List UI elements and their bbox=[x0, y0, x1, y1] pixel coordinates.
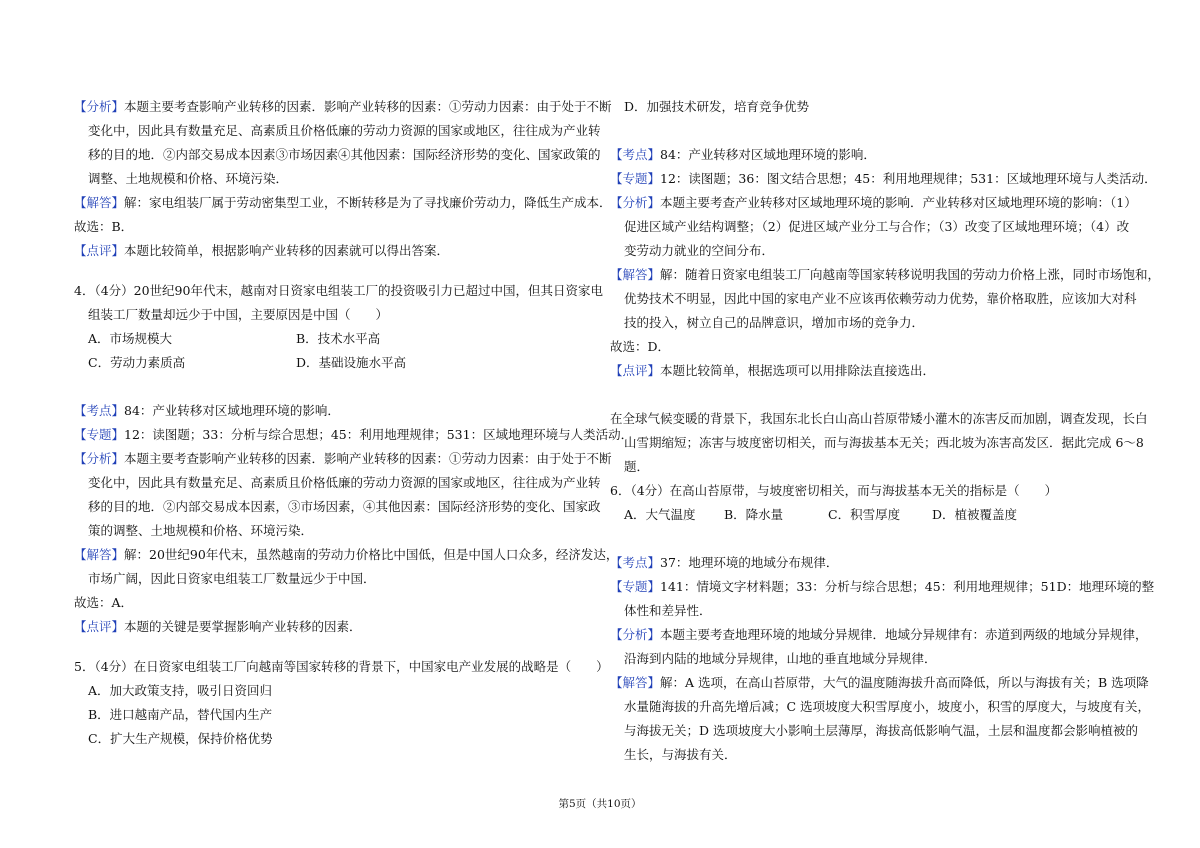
comment-tag: 【点评】 bbox=[610, 363, 661, 378]
question-5-stem: 5．（4分）在日资家电组装工厂向越南等国家转移的背景下，中国家电产业发展的战略是（ ） bbox=[74, 659, 609, 674]
question-4-stem: 组装工厂数量却远少于中国，主要原因是中国（ ） bbox=[88, 307, 389, 322]
analysis-tag: 【分析】 bbox=[74, 451, 125, 466]
answer-line: 技的投入，树立自己的品牌意识，增加市场的竞争力． bbox=[624, 315, 925, 330]
answer-line: 【解答】解：随着日资家电组装工厂向越南等国家转移说明我国的劳动力价格上涨，同时市场饱和， bbox=[610, 267, 1161, 282]
answer-tag: 【解答】 bbox=[74, 195, 125, 210]
topic-line: 【专题】12：读图题；36：图文结合思想；45：利用地理规律；531：区域地理环境与人类活动． bbox=[610, 171, 1157, 186]
right-column bbox=[610, 95, 1161, 767]
answer-line: 【解答】解：20世纪90年代末，虽然越南的劳动力价格比中国低，但是中国人口众多，经济发达， bbox=[74, 547, 619, 562]
question-6-stem: 6．（4分）在高山苔原带，与坡度密切相关，而与海拔基本无关的指标是（ ） bbox=[610, 483, 1058, 498]
question-4-stem: 4．（4分）20世纪90年代末，越南对日资家电组装工厂的投资吸引力已超过中国，但其日资家电 bbox=[74, 283, 603, 298]
choice-line: 故选：B． bbox=[74, 219, 134, 234]
point-tag: 【考点】 bbox=[74, 403, 125, 418]
comment-tag: 【点评】 bbox=[74, 619, 125, 634]
analysis-line: 【分析】本题主要考查地理环境的地域分异规律．地域分异规律有：赤道到两级的地域分异规律， bbox=[610, 627, 1148, 642]
analysis-line: 策的调整、土地规模和价格、环境污染． bbox=[88, 523, 314, 538]
point-line: 【考点】84：产业转移对区域地理环境的影响． bbox=[74, 403, 340, 418]
analysis-tag: 【分析】 bbox=[610, 195, 661, 210]
comment-line: 【点评】本题比较简单，根据影响产业转移的因素就可以得出答案． bbox=[74, 243, 450, 258]
answer-line: 水量随海拔的升高先增后减；C 选项坡度大积雪厚度小，坡度小，积雪的厚度大，与坡度有关， bbox=[624, 699, 1151, 714]
answer-tag: 【解答】 bbox=[610, 675, 661, 690]
topic-line: 【专题】141：情境文字材料题；33：分析与综合思想；45：利用地理规律；51D：地理环境的整 bbox=[610, 579, 1155, 594]
answer-line: 与海拔无关；D 选项坡度大小影响土层薄厚，海拔高低影响气温，土层和温度都会影响植被的 bbox=[624, 723, 1138, 738]
option-a: A．大气温度 bbox=[624, 507, 696, 522]
point-line: 【考点】37：地理环境的地域分布规律． bbox=[610, 555, 839, 570]
option-a: A．加大政策支持，吸引日资回归 bbox=[88, 683, 273, 698]
comment-tag: 【点评】 bbox=[74, 243, 125, 258]
analysis-line: 调整、土地规模和价格、环境污染． bbox=[88, 171, 289, 186]
analysis-line: 促进区域产业结构调整；（2）促进区域产业分工与合作；（3）改变了区域地理环境；（4）改 bbox=[624, 219, 1130, 234]
page-footer: 第5页（共10页） bbox=[558, 798, 642, 810]
option-b: B．进口越南产品，替代国内生产 bbox=[88, 707, 273, 722]
point-tag: 【考点】 bbox=[610, 555, 661, 570]
question-4-options bbox=[74, 327, 594, 351]
answer-line: 生长，与海拔有关． bbox=[624, 747, 737, 762]
option-c: C．扩大生产规模，保持价格优势 bbox=[88, 731, 273, 746]
topic-line: 体性和差异性． bbox=[624, 603, 712, 618]
answer-line: 【解答】解：A 选项，在高山苔原带，大气的温度随海拔升高而降低，所以与海拔有关；B 选项降 bbox=[610, 675, 1149, 690]
comment-line: 【点评】本题的关键是要掌握影响产业转移的因素． bbox=[74, 619, 362, 634]
analysis-tag: 【分析】 bbox=[610, 627, 661, 642]
question-4-options bbox=[74, 351, 594, 375]
option-b: B．降水量 bbox=[724, 507, 784, 522]
answer-tag: 【解答】 bbox=[610, 267, 661, 282]
passage-line: 山雪期缩短；冻害与坡度密切相关，而与海拔基本无关；西北坡为冻害高发区．据此完成 6～8 bbox=[624, 435, 1144, 450]
choice-line: 故选：D． bbox=[610, 339, 671, 354]
passage-line: 在全球气候变暖的背景下，我国东北长白山高山苔原带矮小灌木的冻害反而加剧，调查发现，长白 bbox=[610, 411, 1148, 426]
option-c: C．劳动力素质高 bbox=[88, 355, 186, 370]
analysis-line: 【分析】本题主要考查产业转移对区域地理环境的影响．产业转移对区域地理环境的影响：（1） bbox=[610, 195, 1137, 210]
answer-tag: 【解答】 bbox=[74, 547, 125, 562]
answer-line: 优势技术不明显，因此中国的家电产业不应该再依赖劳动力优势，靠价格取胜，应该加大对科 bbox=[624, 291, 1137, 306]
option-c: C．积雪厚度 bbox=[828, 507, 901, 522]
comment-line: 【点评】本题比较简单，根据选项可以用排除法直接选出． bbox=[610, 363, 936, 378]
analysis-line: 变劳动力就业的空间分布． bbox=[624, 243, 775, 258]
left-column bbox=[74, 95, 634, 751]
analysis-line: 变化中，因此具有数量充足、高素质且价格低廉的劳动力资源的国家或地区，往往成为产业转 bbox=[88, 475, 601, 490]
topic-line: 【专题】12：读图题；33：分析与综合思想；45：利用地理规律；531：区域地理环境与人类活动． bbox=[74, 427, 634, 442]
topic-tag: 【专题】 bbox=[610, 579, 661, 594]
option-d: D．基础设施水平高 bbox=[296, 355, 407, 370]
topic-tag: 【专题】 bbox=[610, 171, 661, 186]
answer-line: 市场广阔，因此日资家电组装工厂数量远少于中国． bbox=[88, 571, 376, 586]
option-d: D．植被覆盖度 bbox=[932, 507, 1018, 522]
point-tag: 【考点】 bbox=[610, 147, 661, 162]
analysis-line: 【分析】本题主要考查影响产业转移的因素．影响产业转移的因素：①劳动力因素：由于处于不断 bbox=[74, 99, 612, 114]
question-6-options bbox=[610, 503, 1130, 527]
answer-line: 【解答】解：家电组装厂属于劳动密集型工业，不断转移是为了寻找廉价劳动力，降低生产成本． bbox=[74, 195, 612, 210]
analysis-line: 移的目的地．②内部交易成本因素③市场因素④其他因素：国际经济形势的变化、国家政策的 bbox=[88, 147, 601, 162]
option-b: B．技术水平高 bbox=[296, 331, 381, 346]
analysis-line: 变化中，因此具有数量充足、高素质且价格低廉的劳动力资源的国家或地区，往往成为产业转 bbox=[88, 123, 601, 138]
analysis-line: 沿海到内陆的地域分异规律，山地的垂直地域分异规律． bbox=[624, 651, 937, 666]
option-a: A．市场规模大 bbox=[88, 331, 173, 346]
choice-line: 故选：A． bbox=[74, 595, 134, 610]
option-d: D．加强技术研发，培育竞争优势 bbox=[624, 99, 810, 114]
passage-line: 题． bbox=[624, 459, 650, 474]
analysis-line: 移的目的地．②内部交易成本因素，③市场因素，④其他因素：国际经济形势的变化、国家政 bbox=[88, 499, 601, 514]
topic-tag: 【专题】 bbox=[74, 427, 125, 442]
analysis-tag: 【分析】 bbox=[74, 99, 125, 114]
analysis-line: 【分析】本题主要考查影响产业转移的因素．影响产业转移的因素：①劳动力因素：由于处于不断 bbox=[74, 451, 612, 466]
point-line: 【考点】84：产业转移对区域地理环境的影响． bbox=[610, 147, 876, 162]
